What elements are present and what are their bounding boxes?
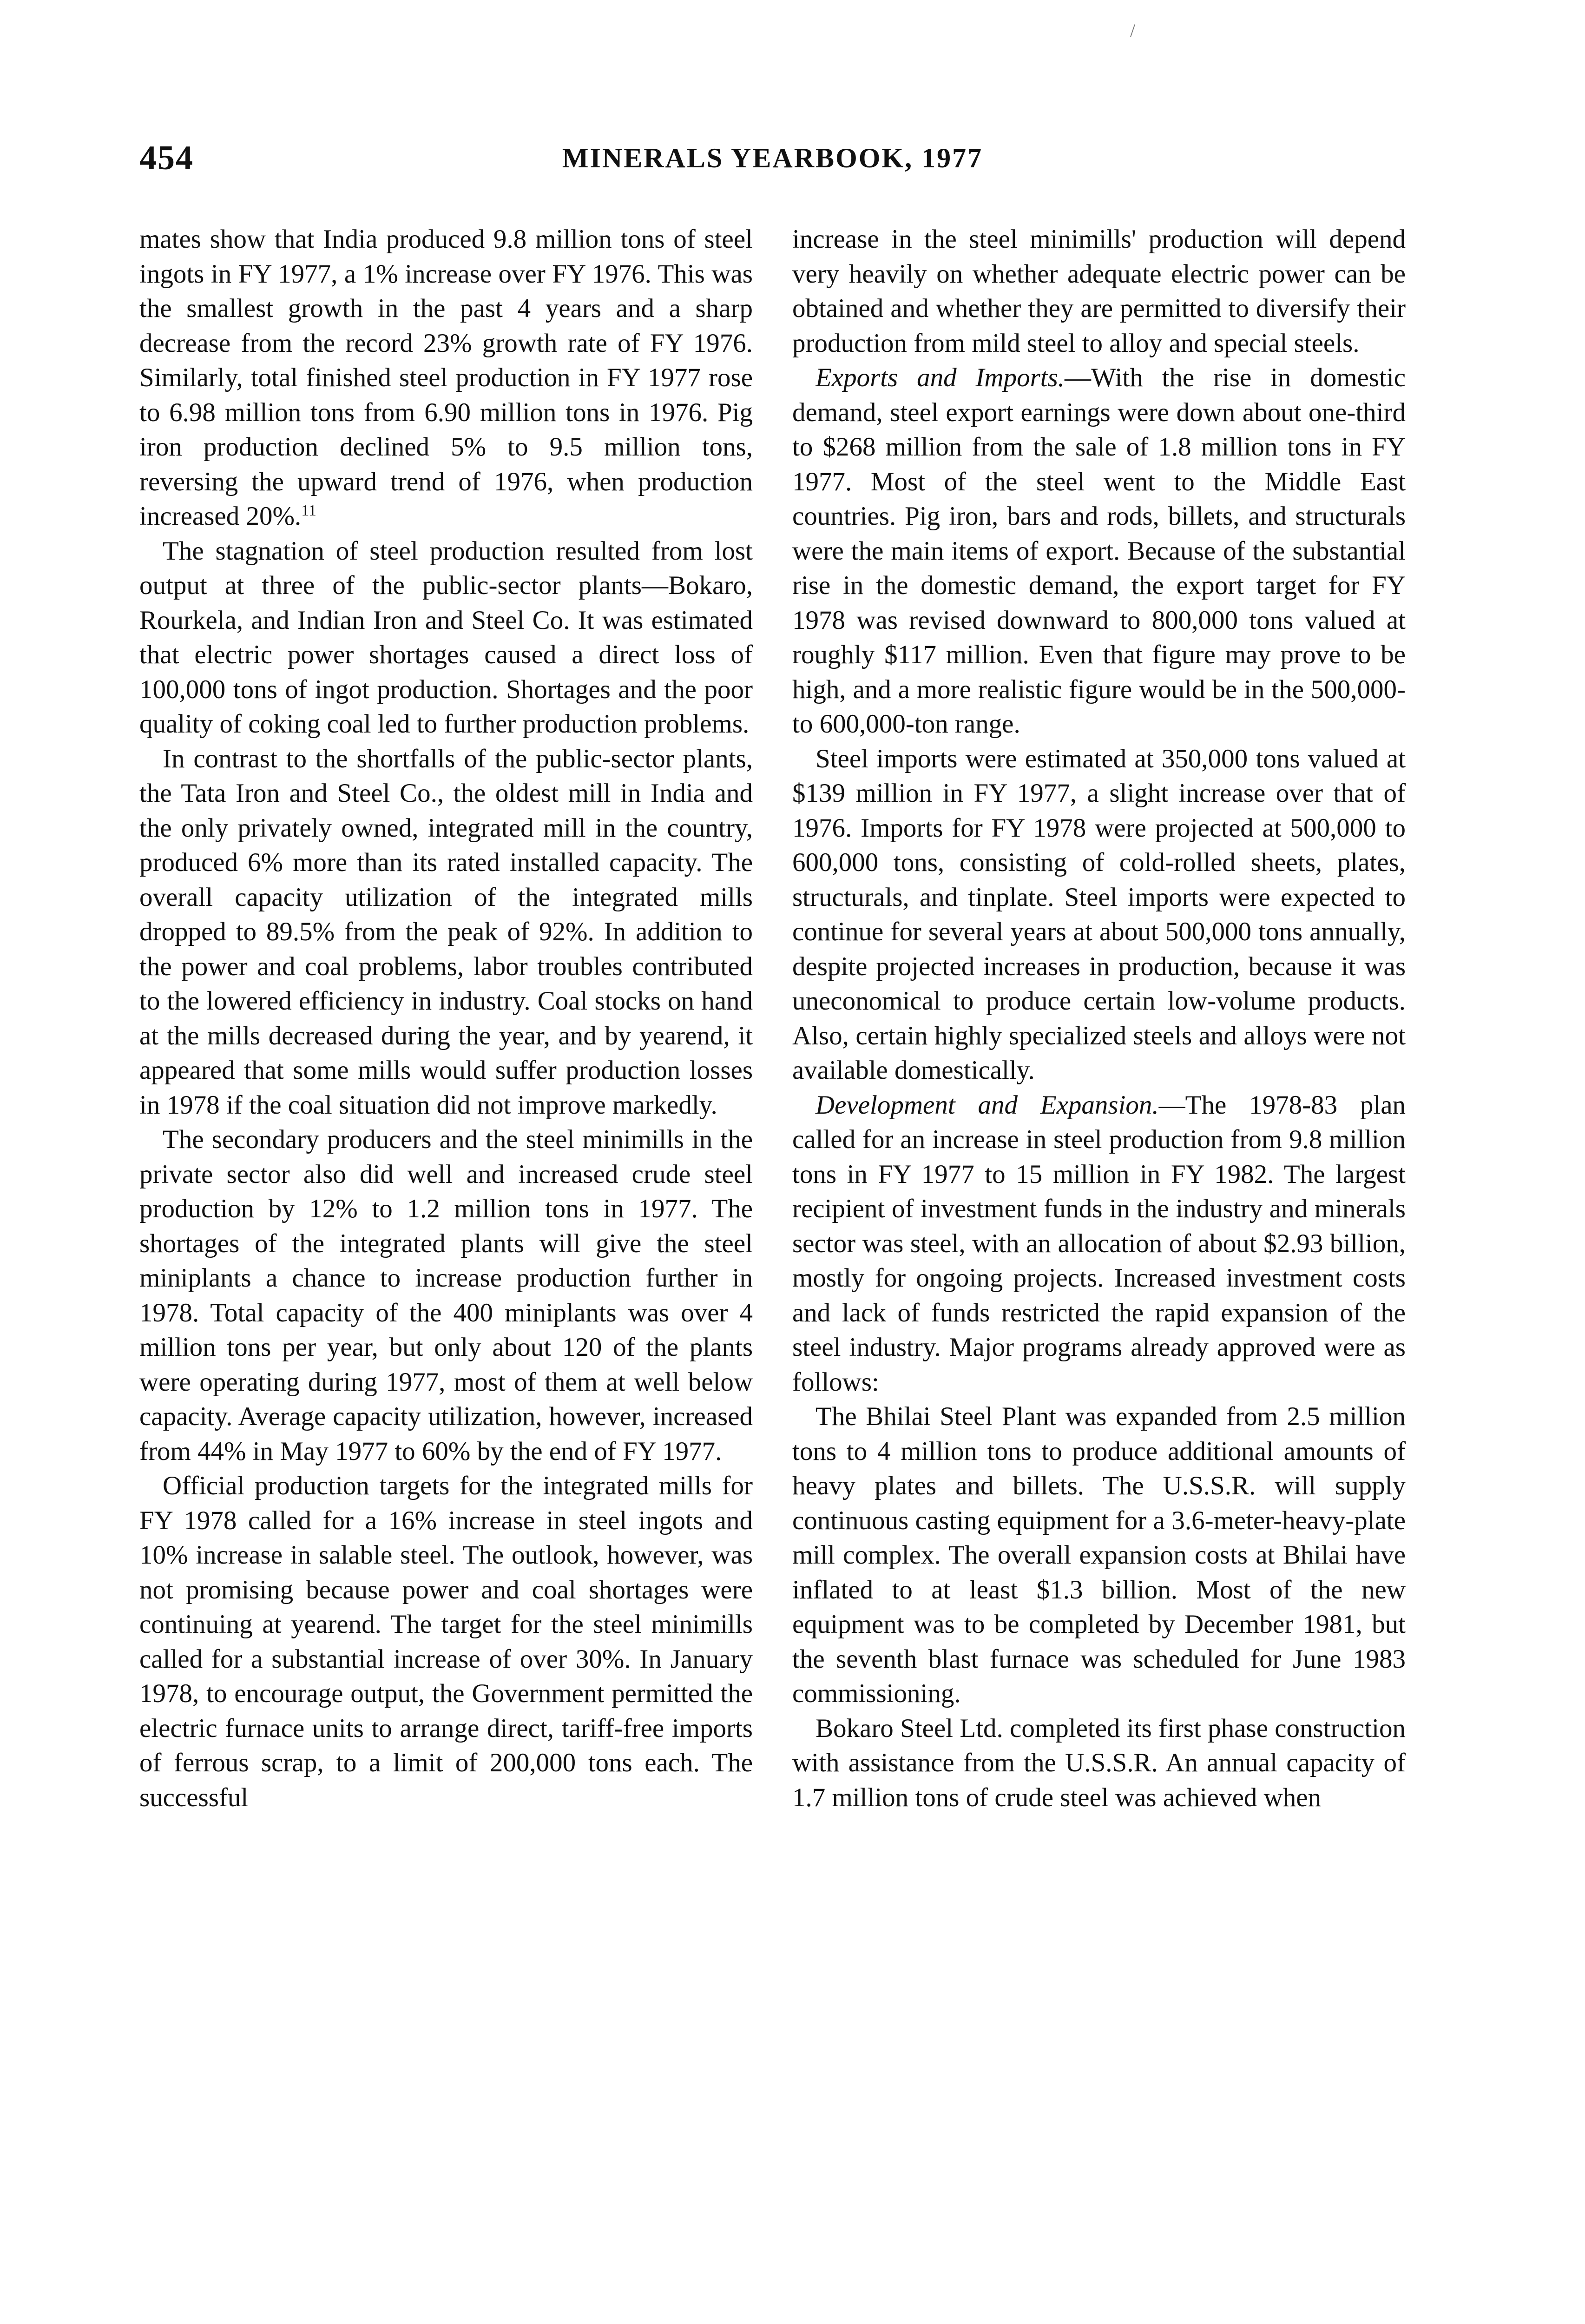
- paragraph-text: mates show that India produced 9.8 million tons of steel ingots in FY 1977, a 1% increase over FY 1976. This was the smallest growth in the past 4 years and a sharp decrease from the record 23% growth rate of FY 1976. Similarly, total finished steel production in FY 1977 rose to 6.98 million tons from 6.90 million tons in 1976. Pig iron production declined 5% to 9.5 million tons, reversing the upward trend of 1976, when production increased 20%.: [139, 224, 753, 531]
- left-column: [139, 222, 753, 1815]
- paragraph-india-production: [139, 222, 753, 534]
- paragraph-secondary-producers: The secondary producers and the steel minimills in the private sector also did well and increased crude steel production by 12% to 1.2 million tons in 1977. The shortages of the integrated plants will give the steel miniplants a chance to increase production further in 1978. Total capacity of the 400 miniplants was over 4 million tons per year, but only about 120 of the plants were operating during 1977, most of them at well below capacity. Average capacity utilization, however, increased from 44% in May 1977 to 60% by the end of FY 1977.: [139, 1125, 753, 1466]
- paragraph-text: —The 1978-83 plan called for an increase in steel production from 9.8 million tons in FY 1977 to 15 million in FY 1982. The largest recipient of investment funds in the industry and minerals sector was steel, with an allocation of about $2.93 billion, mostly for ongoing projects. Increased investment costs and lack of funds restricted the rapid expansion of the steel industry. Major programs already approved were as follows:: [792, 1090, 1406, 1397]
- paragraph-bokaro: Bokaro Steel Ltd. completed its first phase construction with assistance from the U.S.S.R. An annual capacity of 1.7 million tons of crude steel was achieved when: [792, 1713, 1406, 1812]
- paragraph-tata-contrast: In contrast to the shortfalls of the public-sector plants, the Tata Iron and Steel Co., the oldest mill in India and the only privately owned, integrated mill in the country, produced 6% more than its rated installed capacity. The overall capacity utilization of the integrated mills dropped to 89.5% from the peak of 92%. In addition to the power and coal problems, labor troubles contributed to the lowered efficiency in industry. Coal stocks on hand at the mills decreased during the year, and by yearend, it appeared that some mills would suffer production losses in 1978 if the coal situation did not improve markedly.: [139, 744, 753, 1120]
- section-heading-exports-imports: Exports and Imports.: [816, 363, 1065, 392]
- running-title: MINERALS YEARBOOK, 1977: [562, 143, 983, 173]
- paragraph-minimills-continued: increase in the steel minimills' production will depend very heavily on whether adequate electric power can be obtained and whether they are permitted to diversify their production from mild steel to alloy and special steels.: [792, 224, 1406, 358]
- paragraph-text: —With the rise in domestic demand, steel export earnings were down about one-third to $268 million from the sale of 1.8 million tons in FY 1977. Most of the steel went to the Middle East countries. Pig iron, bars and rods, billets, and structurals were the main items of export. Because of the substantial rise in the domestic demand, the export target for FY 1978 was revised downward to 800,000 tons valued at roughly $117 million. Even that figure may prove to be high, and a more realistic figure would be in the 500,000- to 600,000-ton range.: [792, 363, 1406, 739]
- stray-pen-mark: /: [1130, 20, 1136, 41]
- paragraph-production-targets: Official production targets for the integrated mills for FY 1978 called for a 16% increase in steel ingots and 10% increase in salable steel. The outlook, however, was not promising because power and coal shortages were continuing at yearend. The target for the steel minimills called for a substantial increase of over 30%. In January 1978, to encourage output, the Government permitted the electric furnace units to arrange direct, tariff-free imports of ferrous scrap, to a limit of 200,000 tons each. The successful: [139, 1471, 753, 1812]
- running-header: [139, 139, 1406, 180]
- paragraph-bhilai: The Bhilai Steel Plant was expanded from 2.5 million tons to 4 million tons to produce additional amounts of heavy plates and billets. The U.S.S.R. will supply continuous casting equipment for a 3.6-meter-heavy-plate mill complex. The overall expansion costs at Bhilai have inflated to at least $1.3 billion. Most of the new equipment was to be completed by December 1981, but the seventh blast furnace was scheduled for June 1983 commissioning.: [792, 1402, 1406, 1708]
- page-number: 454: [139, 139, 194, 177]
- paragraph-steel-imports: Steel imports were estimated at 350,000 tons valued at $139 million in FY 1977, a slight increase over that of 1976. Imports for FY 1978 were projected at 500,000 to 600,000 tons, consisting of cold-rolled sheets, plates, structurals, and tinplate. Steel imports were expected to continue for several years at about 500,000 tons annually, despite projected increases in production, because it was uneconomical to produce certain low-volume products. Also, certain highly specialized steels and alloys were not available domestically.: [792, 744, 1406, 1085]
- footnote-marker: 11: [301, 502, 316, 519]
- paragraph-exports-imports: [792, 361, 1406, 742]
- section-heading-development-expansion: Development and Expansion.: [816, 1090, 1159, 1120]
- paragraph-development-expansion: [792, 1088, 1406, 1400]
- paragraph-stagnation: The stagnation of steel production resulted from lost output at three of the public-sector plants—Bokaro, Rourkela, and Indian Iron and Steel Co. It was estimated that electric power shortages caused a direct loss of 100,000 tons of ingot production. Shortages and the poor quality of coking coal led to further production problems.: [139, 536, 753, 739]
- right-column: [792, 222, 1406, 1815]
